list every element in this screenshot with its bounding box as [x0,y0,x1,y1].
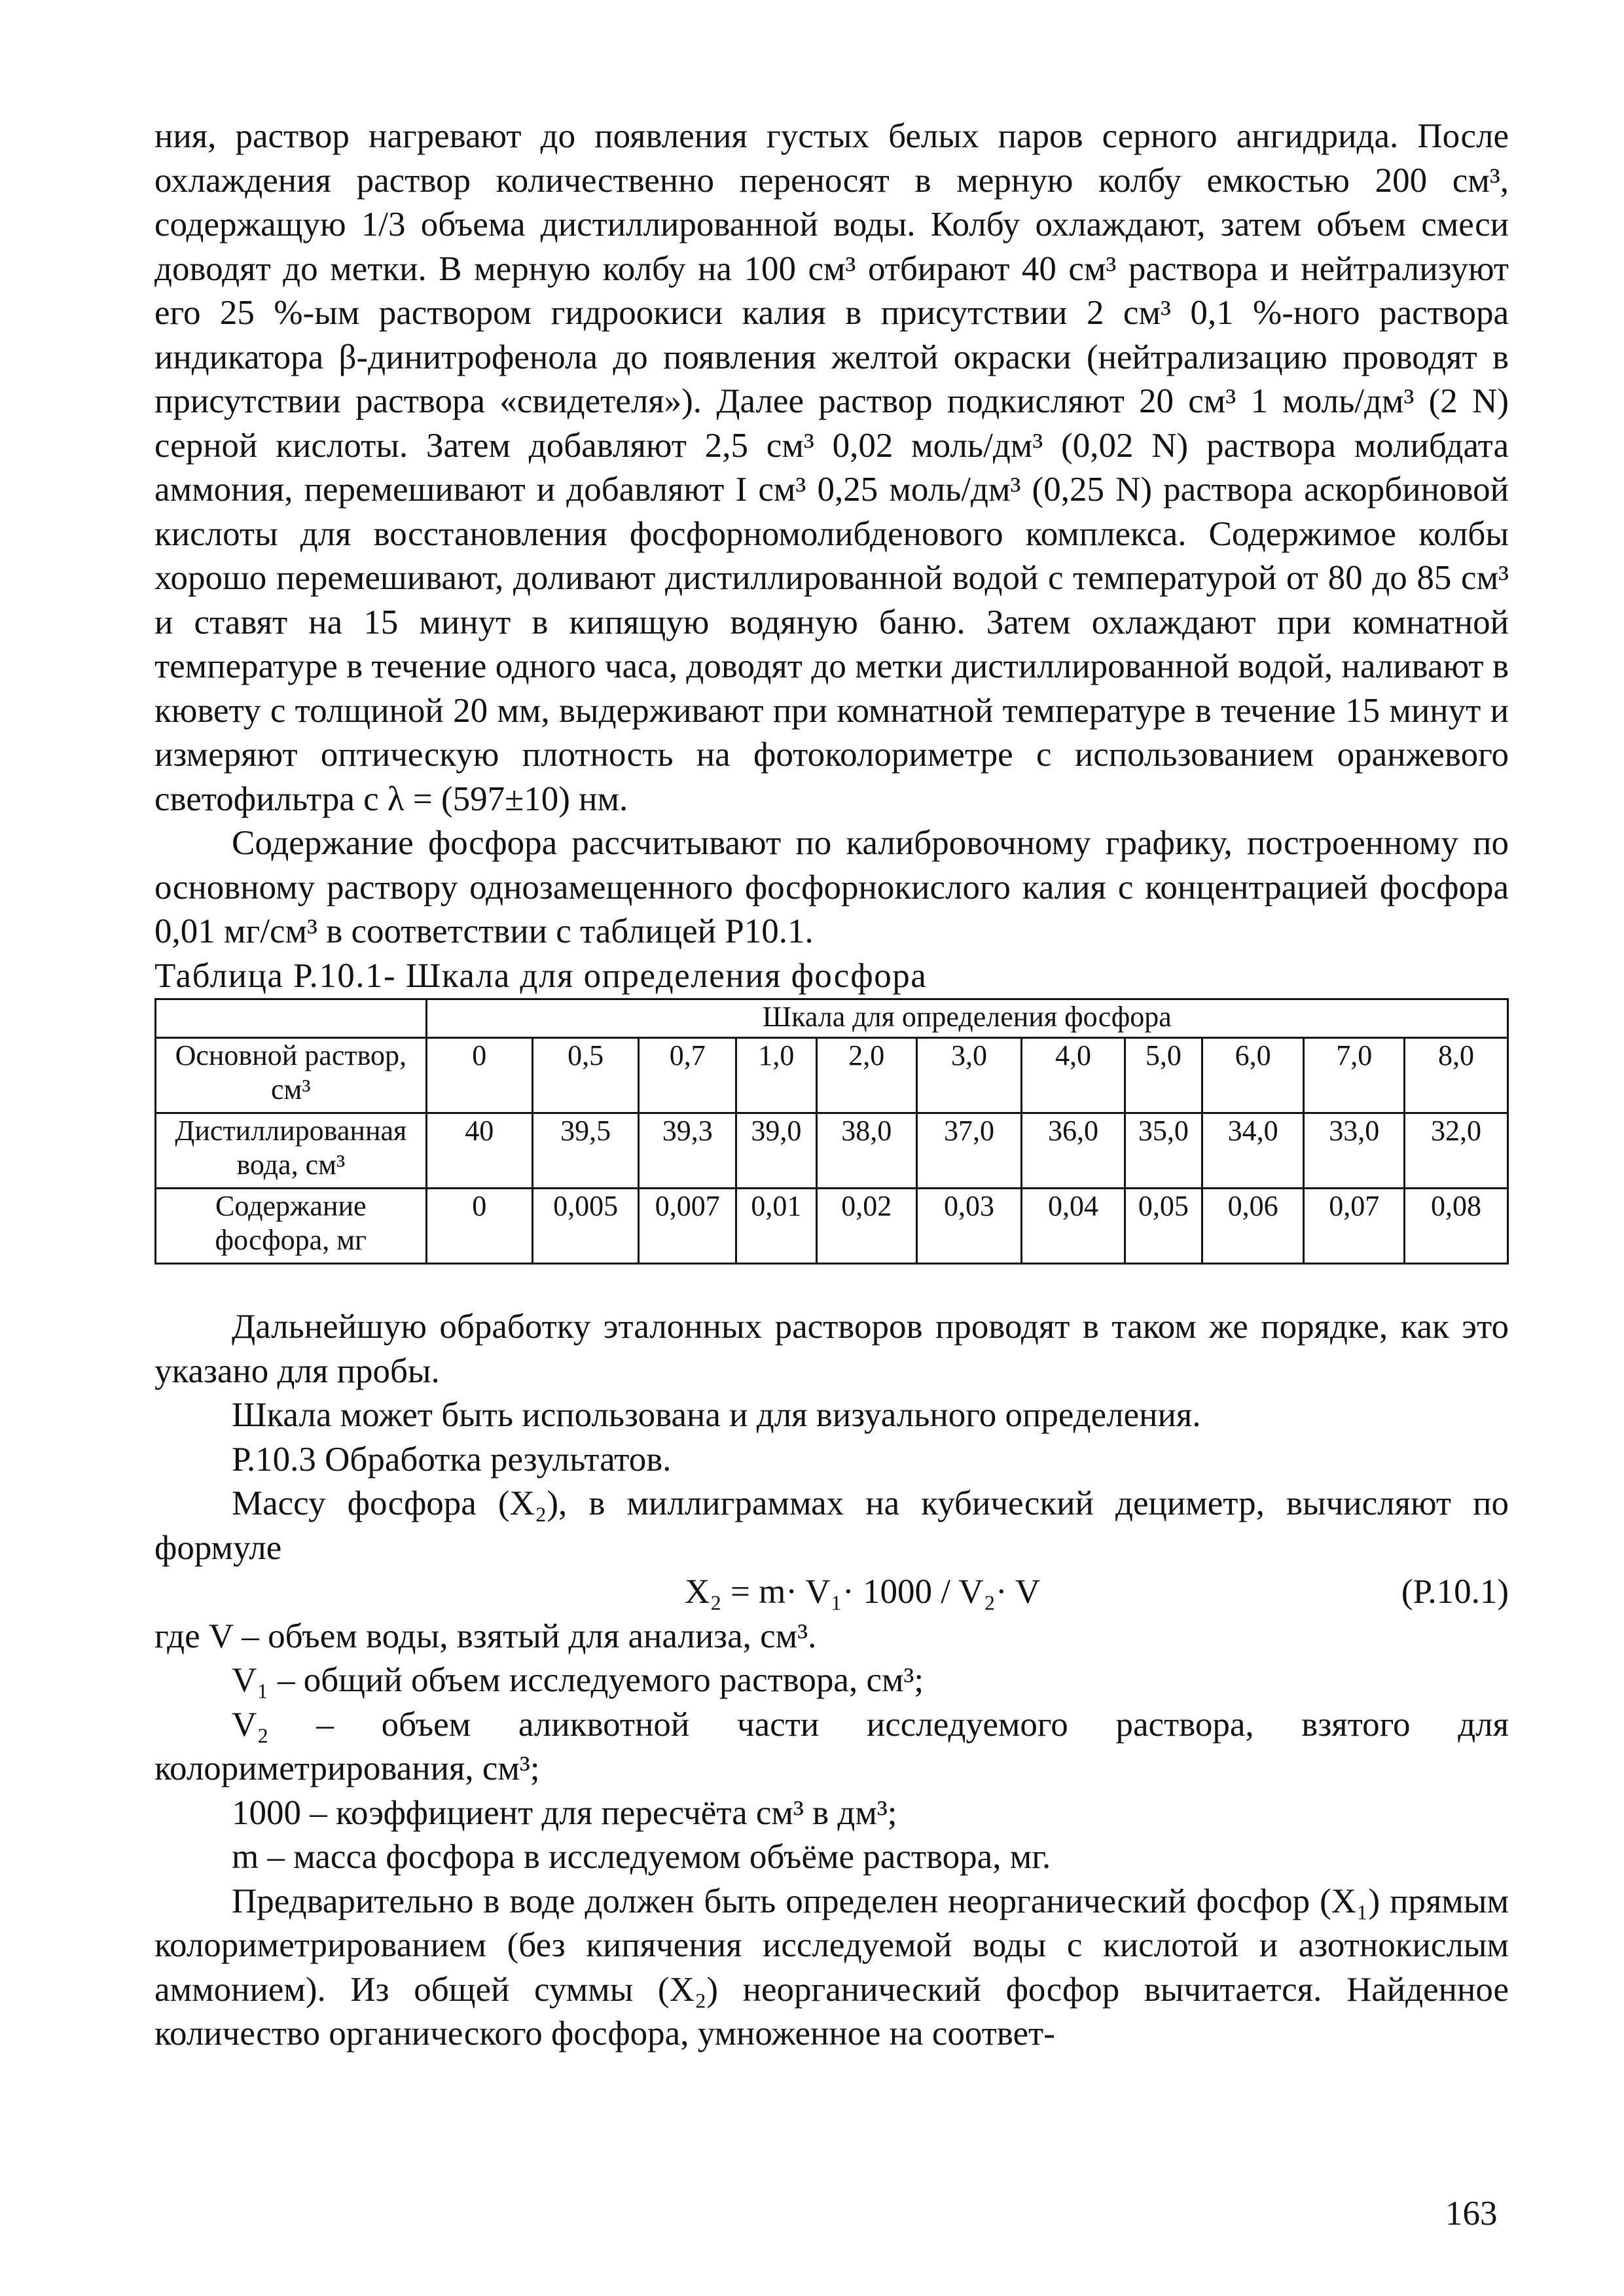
paragraph-formula-intro: Массу фосфора (X₂), в миллиграммах на кубический дециметр, вычисляют по формуле [154,1484,1509,1567]
table-cell: 39,5 [532,1113,638,1189]
table-cell: 33,0 [1304,1113,1404,1189]
table-cell: 36,0 [1022,1113,1125,1189]
table-header-row [156,999,1508,1038]
paragraph-further-processing: Дальнейшую обработку эталонных растворов проводят в таком же порядке, как это указано для пробы. [154,1308,1509,1390]
table-cell: 37,0 [916,1113,1021,1189]
table-cell: 4,0 [1022,1038,1125,1113]
paragraph-procedure: ния, раствор нагревают до появления густых белых паров серного ангидрида. После охлаждения раствор количественно переносят в мерную колбу емкостью 200 см³, содержащую 1/3 объема дистиллированной воды. Колбу охлаждают, затем объем смеси доводят до метки. В мерную колбу на 100 см³ отбирают 40 см³ раствора и нейтрализуют его 25 %-ым раствором гидроокиси калия в присутствии 2 см³ 0,1 %-ного раствора индикатора β-динитрофенола до появления желтой окраски (нейтрализацию проводят в присутствии раствора «свидетеля»). Далее раствор подкисляют 20 см³ 1 моль/дм³ (2 N) серной кислоты. Затем добавляют 2,5 см³ 0,02 моль/дм³ (0,02 N) раствора молибдата аммония, перемешивают и добавляют I см³ 0,25 моль/дм³ (0,25 N) раствора аскорбиновой кислоты для восстановления фосфорномолибденового комплекса. Содержимое колбы хорошо перемешивают, доливают дистиллированной водой с температурой от 80 до 85 см³ и ставят на 15 минут в кипящую водяную баню. Затем охлаждают при комнатной температуре в течение одного часа, доводят до метки дистиллированной водой, наливают в кювету с толщиной 20 мм, выдерживают при комнатной температуре в течение 15 минут и измеряют оптическую плотность на фотоколориметре с использованием оранжевого светофильтра с λ = (597±10) нм. [154,117,1509,818]
table-cell: 5,0 [1125,1038,1202,1113]
table-cell: 39,0 [736,1113,816,1189]
page-number: 163 [1445,2195,1498,2233]
table-cell: 0,01 [736,1189,816,1264]
table-row [156,1189,1508,1264]
formula-expression: X₂ = m· V₁· 1000 / V₂· V [685,1573,1041,1611]
table-cell: 0,7 [639,1038,736,1113]
table-cell: 1,0 [736,1038,816,1113]
table-row [156,1038,1508,1113]
row-label-phosphorus-content: Содержание фосфора, мг [156,1189,427,1264]
table-cell: 0,07 [1304,1189,1404,1264]
table-cell: 39,3 [639,1113,736,1189]
table-row [156,1113,1508,1189]
definition-1000: 1000 – коэффициент для пересчёта см³ в дм³; [232,1793,897,1832]
table-cell: 2,0 [816,1038,916,1113]
table-cell: 0,06 [1202,1189,1304,1264]
table-cell: 35,0 [1125,1113,1202,1189]
table-cell: 40 [426,1113,532,1189]
paragraph-inorganic-phosphorus: Предварительно в воде должен быть определен неорганический фосфор (X₁) прямым колориметрированием (без кипячения исследуемой воды с кислотой и азотнокислым аммонием). Из общей суммы (X₂) неорганический фосфор вычитается. Найденное количество органического фосфора, умноженное на соответ- [154,1882,1509,2053]
table-cell: 0,007 [639,1189,736,1264]
formula-number: (Р.10.1) [1401,1573,1509,1611]
table-cell: 6,0 [1202,1038,1304,1113]
row-label-distilled-water: Дистиллированная вода, см³ [156,1113,427,1189]
row-label-stock-solution: Основной раствор, см³ [156,1038,427,1113]
paragraph-visual-use: Шкала может быть использована и для визуального определения. [232,1396,1201,1434]
table-cell: 0,02 [816,1189,916,1264]
section-heading: Р.10.3 Обработка результатов. [232,1440,672,1479]
table-cell: 8,0 [1404,1038,1507,1113]
paragraph-calibration: Содержание фосфора рассчитывают по калибровочному графику, построенному по основному раствору однозамещенного фосфорнокислого калия с концентрацией фосфора 0,01 мг/см³ в соответствии с таблицей Р10.1. [154,824,1509,950]
table-cell: 0,05 [1125,1189,1202,1264]
table-cell: 34,0 [1202,1113,1304,1189]
table-empty-corner [156,999,427,1038]
table-cell: 32,0 [1404,1113,1507,1189]
table-cell: 0,03 [916,1189,1021,1264]
formula-line [154,1570,1509,1615]
table-cell: 0,08 [1404,1189,1507,1264]
definition-v2: V₂ – объем аликвотной части исследуемого раствора, взятого для колориметрирования, см³; [154,1705,1509,1787]
table-cell: 0,5 [532,1038,638,1113]
phosphorus-scale-table [154,998,1509,1265]
table-cell: 0,005 [532,1189,638,1264]
definition-v: где V – объем воды, взятый для анализа, см³. [154,1617,817,1655]
table-cell: 0 [426,1189,532,1264]
table-cell: 38,0 [816,1113,916,1189]
definition-m: m – масса фосфора в исследуемом объёме раствора, мг. [232,1838,1051,1876]
table-header: Шкала для определения фосфора [426,999,1507,1038]
definition-v1: V₁ – общий объем исследуемого раствора, см³; [232,1661,924,1699]
table-cell: 7,0 [1304,1038,1404,1113]
table-cell: 3,0 [916,1038,1021,1113]
table-caption: Таблица Р.10.1- Шкала для определения фосфора [154,956,928,995]
table-cell: 0 [426,1038,532,1113]
table-cell: 0,04 [1022,1189,1125,1264]
